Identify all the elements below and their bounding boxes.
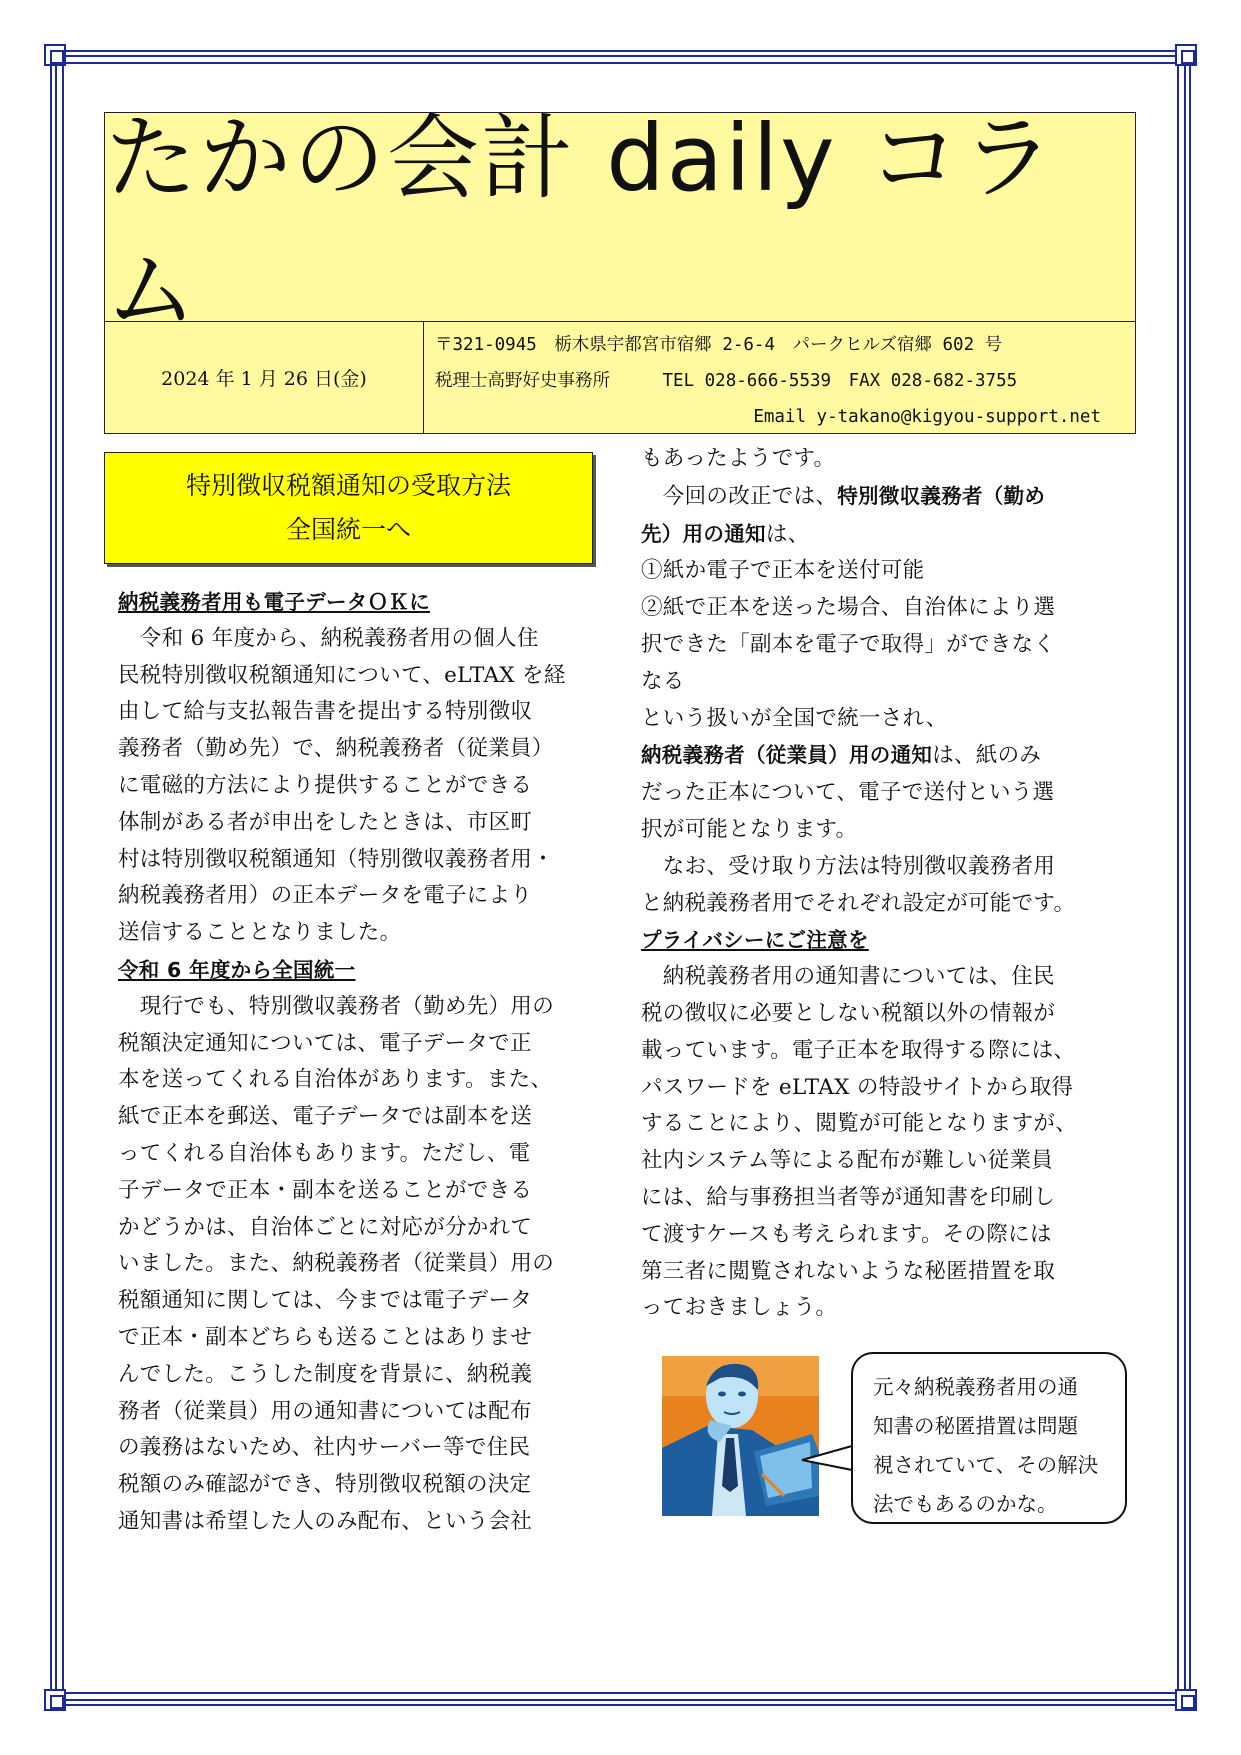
text-line: 体制がある者が申出をしたときは、市区町 (118, 809, 533, 835)
text-line: 村は特別徴収税額通知（特別徴収義務者用・ (118, 846, 555, 872)
speech-bubble (851, 1352, 1127, 1524)
text-line: 務者（従業員）用の通知書については配布 (118, 1398, 532, 1424)
section-heading: 納税義務者用も電子データＯＫに (118, 590, 430, 614)
text-line: 第三者に閲覧されないような秘匿措置を取 (641, 1258, 1056, 1284)
text-line: 税の徴収に必要としない税額以外の情報が (641, 1000, 1056, 1026)
text-line: 社内システム等による配布が難しい従業員 (641, 1148, 1054, 1174)
office-email: Email y-takano@kigyou-support.net (753, 407, 1101, 427)
text-line (641, 737, 1131, 775)
text-line: 紙で正本を郵送、電子データでは副本を送 (118, 1104, 533, 1130)
text-line: パスワードを eLTAX の特設サイトから取得 (641, 1074, 1074, 1100)
text-line: 子データで正本・副本を送ることができる (118, 1177, 533, 1203)
text-span: は、紙のみ (932, 743, 1042, 769)
masthead-title: たかの会計 daily コラム (105, 113, 1135, 322)
text-span: は、 (765, 521, 810, 547)
text-line: いました。また、納税義務者（従業員）用の (118, 1251, 555, 1277)
masthead (104, 105, 1136, 434)
text-line: 税額のみ確認ができ、特別徴収税額の決定 (118, 1472, 532, 1498)
text-line: 令和 6 年度から、納税義務者用の個人住 (118, 625, 539, 651)
text-line: 択できた「副本を電子で取得」ができなく (641, 631, 1056, 657)
text-line: かどうかは、自治体ごとに対応が分かれて (118, 1214, 533, 1240)
bubble-line: 法でもあるのかな。 (873, 1492, 1058, 1516)
text-line: の義務はないため、社内サーバー等で住民 (118, 1435, 531, 1461)
text-line: 義務者（勤め先）で、納税義務者（従業員） (118, 736, 554, 762)
office-info (435, 327, 1135, 437)
text-line: には、給与事務担当者等が通知書を印刷し (641, 1184, 1056, 1210)
text-line: 送信することとなりました。 (118, 920, 402, 946)
text-line: なる (641, 668, 685, 694)
bubble-line: 知書の秘匿措置は問題 (873, 1414, 1078, 1438)
bubble-line: 視されていて、その解決 (873, 1453, 1099, 1477)
text-line: もあったようです。 (641, 446, 836, 471)
frame-corner-bottom-left (44, 1689, 66, 1711)
bold-text: 納税義務者（従業員）用の通知 (641, 743, 933, 768)
section-heading: プライバシーにご注意を (641, 928, 869, 953)
bubble-line: 元々納税義務者用の通 (873, 1375, 1078, 1399)
bold-text: 特別徴収義務者（勤め (837, 483, 1046, 508)
text-line (641, 478, 1131, 516)
text-line: で正本・副本どちらも送ることはありませ (118, 1324, 533, 1350)
text-line: っておきましょう。 (641, 1295, 838, 1321)
text-line: 通知書は希望した人のみ配布、という会社 (118, 1508, 533, 1534)
bold-text: 先）用の通知 (641, 521, 766, 546)
text-line: 納税義務者用の通知書については、住民 (641, 964, 1055, 990)
section-heading: 令和 6 年度から全国統一 (118, 957, 356, 982)
text-line: 税額通知に関しては、今までは電子データ (118, 1288, 533, 1314)
text-line: 本を送ってくれる自治体があります。また、 (118, 1067, 553, 1093)
left-column (118, 584, 596, 1541)
right-column (641, 441, 1131, 1327)
text-line: と納税義務者用でそれぞれ設定が可能です。 (641, 890, 1076, 916)
text-line: だった正本について、電子で送付という選 (641, 780, 1055, 806)
text-line: することにより、閲覧が可能となりますが、 (641, 1111, 1078, 1137)
list-item: ①紙か電子で正本を送付可能 (641, 558, 925, 584)
headline-line-2: 全国統一へ (285, 515, 411, 544)
headline-line-1: 特別徴収税額通知の受取方法 (185, 471, 511, 500)
text-line (641, 516, 1131, 554)
text-line: 択が可能となります。 (641, 816, 858, 842)
frame-corner-bottom-right (1175, 1689, 1197, 1711)
text-line: 由して給与支払報告書を提出する特別徴収 (118, 699, 533, 725)
text-line: 現行でも、特別徴収義務者（勤め先）用の (118, 993, 555, 1019)
office-contact: 税理士高野好史事務所 TEL 028-666-5539 FAX 028-682-3755 (435, 371, 1018, 391)
text-line: んでした。こうした制度を背景に、納税義 (118, 1361, 533, 1387)
office-address: 〒321-0945 栃木県宇都宮市宿郷 2-6-4 パークヒルズ宿郷 602 号 (435, 335, 1003, 355)
issue-date: 2024 年 1 月 26 日(金) (105, 321, 424, 433)
text-line: という扱いが全国で統一され、 (641, 705, 948, 731)
text-line: に電磁的方法により提供することができる (118, 772, 533, 798)
text-line: 載っています。電子正本を取得する際には、 (641, 1037, 1076, 1063)
text-span: 今回の改正では、 (641, 483, 838, 509)
frame-corner-top-left (44, 44, 66, 66)
text-line: て渡すケースも考えられます。その際には (641, 1221, 1052, 1247)
text-line: 税額決定通知については、電子データで正 (118, 1030, 532, 1056)
list-item: ②紙で正本を送った場合、自治体により選 (641, 595, 1056, 621)
text-line: なお、受け取り方法は特別徴収義務者用 (641, 853, 1056, 879)
frame-corner-top-right (1175, 44, 1197, 66)
text-line: ってくれる自治体もあります。ただし、電 (118, 1140, 531, 1166)
text-line: 民税特別徴収税額通知について、eLTAX を経 (118, 662, 566, 688)
article-headline (104, 452, 593, 564)
text-line: 納税義務者用）の正本データを電子により (118, 883, 533, 909)
thinking-man-illustration (662, 1356, 819, 1516)
